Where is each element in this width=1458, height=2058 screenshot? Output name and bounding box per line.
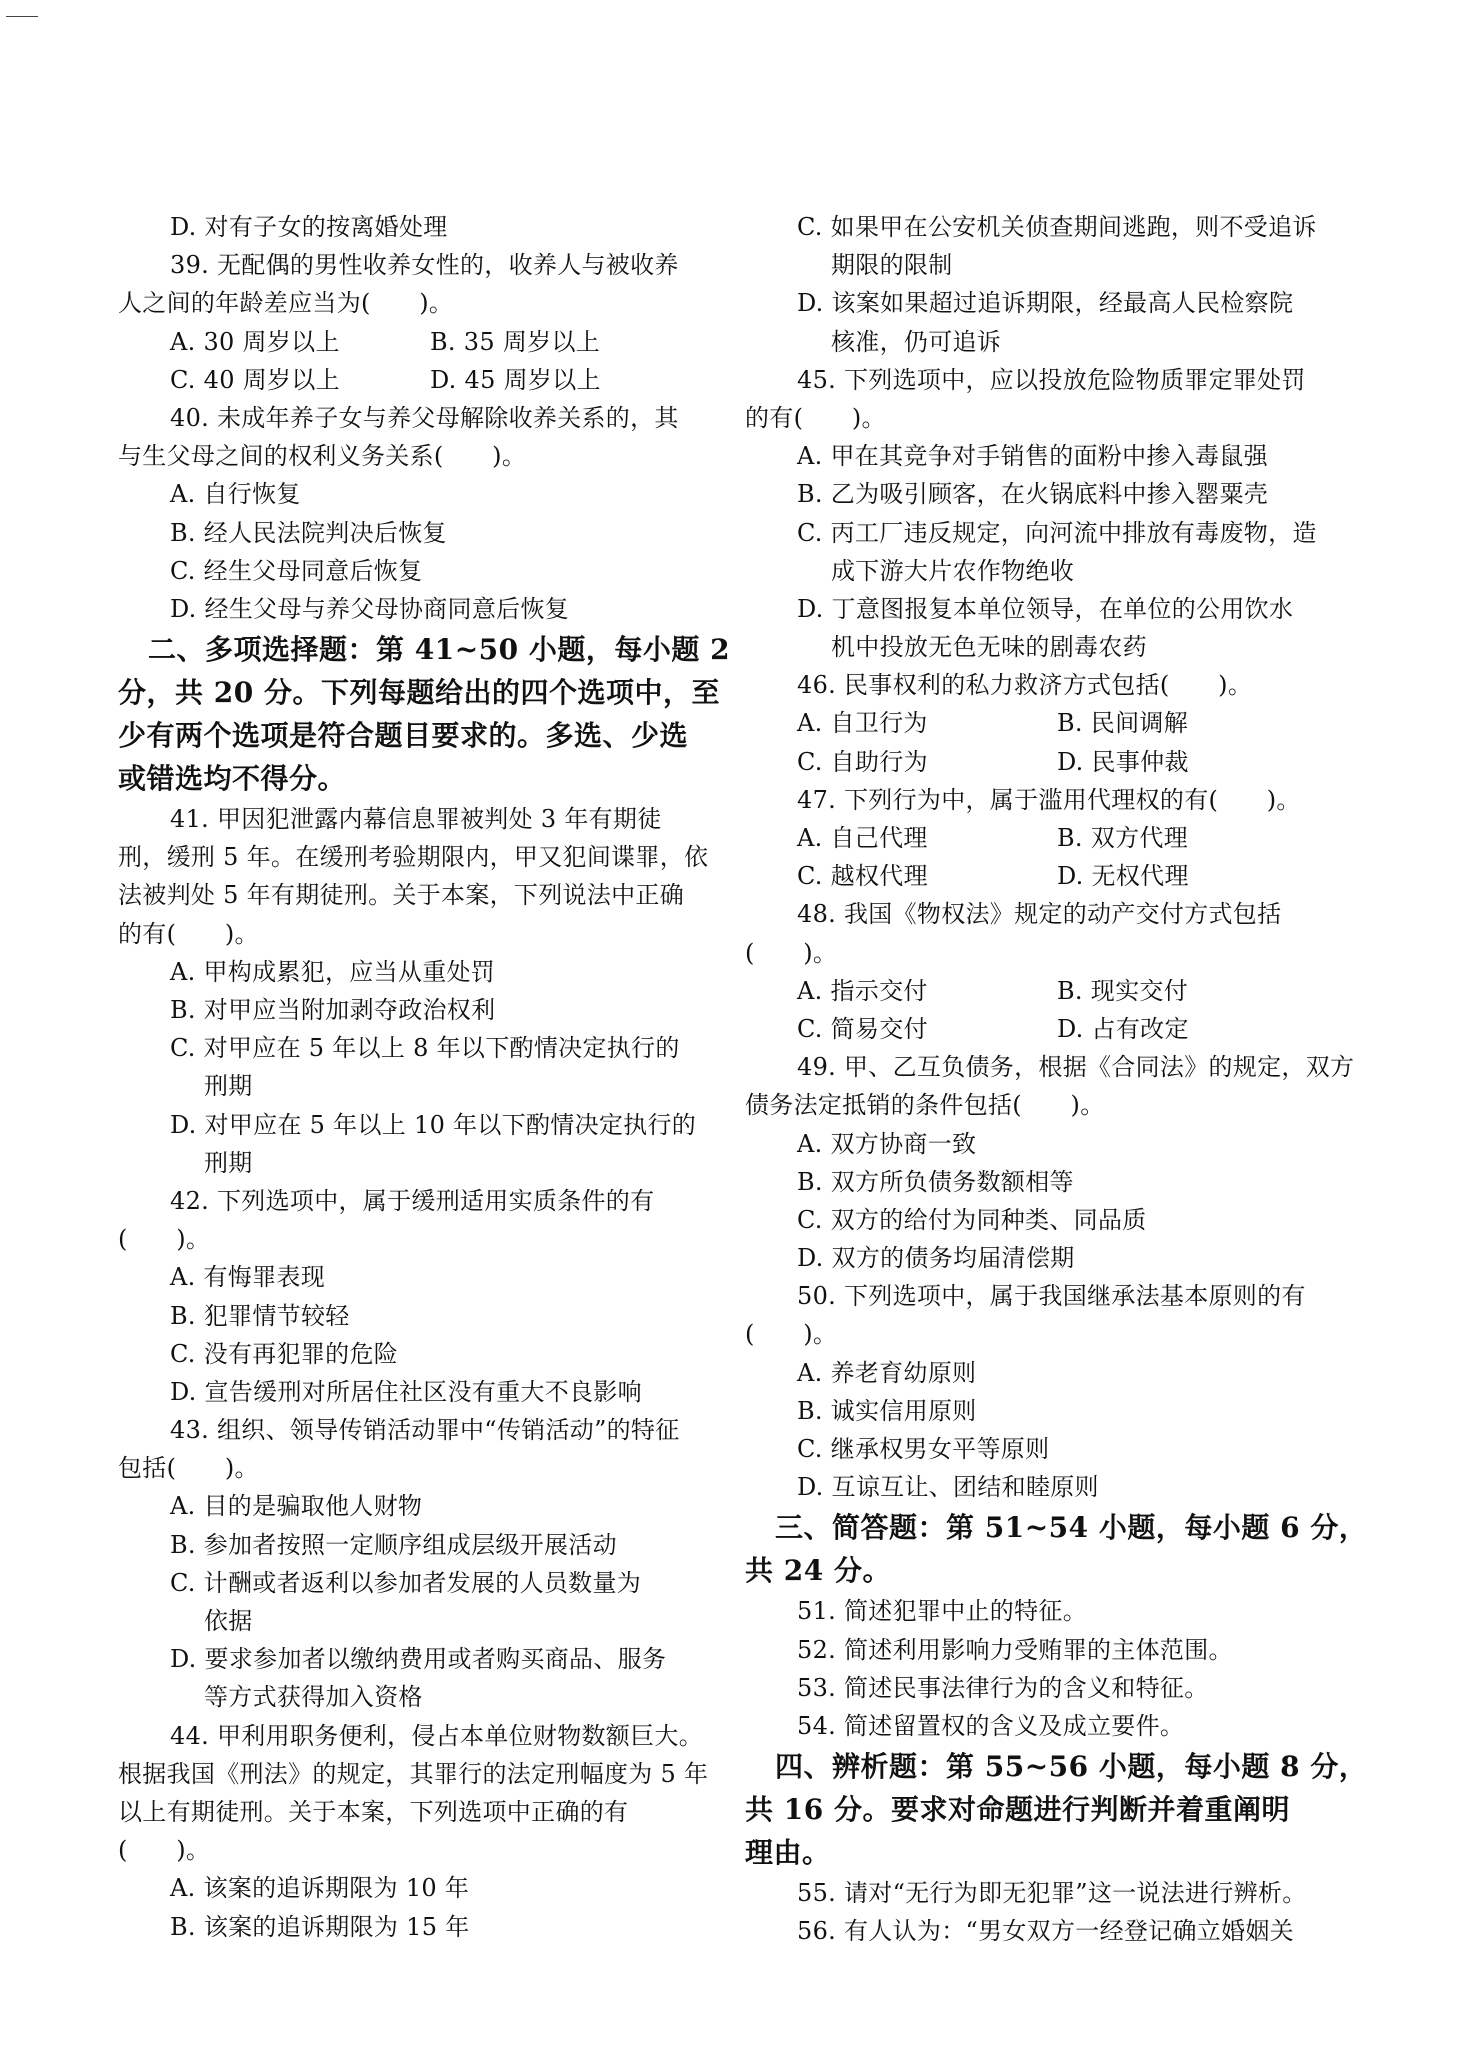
text-line: A. 自行恢复 xyxy=(170,480,301,509)
text-line: B. 参加者按照一定顺序组成层级开展活动 xyxy=(170,1530,617,1559)
text-line: A. 养老育幼原则 xyxy=(797,1358,977,1387)
text-line: C. 丙工厂违反规定，向河流中排放有毒废物，造 xyxy=(797,518,1317,547)
section-heading: 共 16 分。要求对命题进行判断并着重阐明 xyxy=(745,1793,1290,1827)
text-line: 43. 组织、领导传销活动罪中“传销活动”的特征 xyxy=(170,1416,680,1445)
text-line: ( )。 xyxy=(118,1225,211,1254)
text-line: 成下游大片农作物绝收 xyxy=(831,556,1074,585)
text-line: 的有( )。 xyxy=(745,403,886,432)
text-line: 49. 甲、乙互负债务，根据《合同法》的规定，双方 xyxy=(797,1053,1355,1082)
text-line: A. 有悔罪表现 xyxy=(170,1263,325,1292)
option-pair xyxy=(745,972,1345,1010)
text-line: C. 继承权男女平等原则 xyxy=(797,1435,1050,1463)
text-line: 42. 下列选项中，属于缓刑适用实质条件的有 xyxy=(170,1186,655,1215)
right-column xyxy=(745,208,1368,1951)
option-pair xyxy=(745,743,1345,781)
option-text: D. 45 周岁以上 xyxy=(430,365,601,394)
section-heading: 三、简答题：第 51~54 小题，每小题 6 分， xyxy=(775,1511,1368,1545)
option-pair xyxy=(118,361,718,399)
text-line: A. 目的是骗取他人财物 xyxy=(170,1492,423,1521)
option-text: C. 自助行为 xyxy=(797,747,928,776)
text-line: 刑，缓刑 5 年。在缓刑考验期限内，甲又犯间谍罪，依 xyxy=(118,843,709,872)
text-line: B. 双方所负债务数额相等 xyxy=(797,1167,1074,1196)
option-text: B. 35 周岁以上 xyxy=(430,327,601,356)
text-line: 48. 我国《物权法》规定的动产交付方式包括 xyxy=(797,900,1282,929)
text-line: 44. 甲利用职务便利，侵占本单位财物数额巨大。 xyxy=(170,1721,703,1750)
option-pair xyxy=(745,857,1345,895)
text-line: 与生父母之间的权利义务关系( )。 xyxy=(118,442,527,471)
text-line: 等方式获得加入资格 xyxy=(204,1683,423,1712)
text-line: D. 对甲应在 5 年以上 10 年以下酌情决定执行的 xyxy=(170,1110,697,1139)
text-line: D. 双方的债务均届清偿期 xyxy=(797,1244,1075,1273)
option-text: A. 自己代理 xyxy=(797,824,928,852)
text-line: D. 丁意图报复本单位领导，在单位的公用饮水 xyxy=(797,594,1294,623)
left-column xyxy=(118,208,731,1946)
text-line: A. 双方协商一致 xyxy=(797,1129,977,1158)
option-text: D. 民事仲裁 xyxy=(1057,747,1189,776)
text-line: 人之间的年龄差应当为( )。 xyxy=(118,289,454,318)
option-text: B. 民间调解 xyxy=(1057,709,1188,738)
option-text: A. 指示交付 xyxy=(797,976,928,1005)
text-line: B. 诚实信用原则 xyxy=(797,1396,977,1425)
text-line: D. 经生父母与养父母协商同意后恢复 xyxy=(170,594,570,623)
option-pair xyxy=(745,704,1345,742)
text-line: 50. 下列选项中，属于我国继承法基本原则的有 xyxy=(797,1282,1306,1311)
text-line: B. 犯罪情节较轻 xyxy=(170,1301,350,1330)
text-line: 39. 无配偶的男性收养女性的，收养人与被收养 xyxy=(170,251,679,280)
section-heading: 或错选均不得分。 xyxy=(118,762,347,796)
section-heading: 四、辨析题：第 55~56 小题，每小题 8 分， xyxy=(775,1750,1368,1784)
text-line: B. 该案的追诉期限为 15 年 xyxy=(170,1912,470,1941)
text-line: 债务法定抵销的条件包括( )。 xyxy=(745,1091,1105,1120)
text-line: C. 对甲应在 5 年以上 8 年以下酌情决定执行的 xyxy=(170,1034,680,1063)
text-line: A. 甲构成累犯，应当从重处罚 xyxy=(170,957,496,986)
section-heading: 共 24 分。 xyxy=(745,1554,891,1588)
text-line: 46. 民事权利的私力救济方式包括( )。 xyxy=(797,671,1253,700)
text-line: 40. 未成年养子女与养父母解除收养关系的，其 xyxy=(170,403,679,432)
text-line: C. 计酬或者返利以参加者发展的人员数量为 xyxy=(170,1568,642,1597)
option-text: B. 现实交付 xyxy=(1057,976,1188,1005)
text-line: 41. 甲因犯泄露内幕信息罪被判处 3 年有期徒 xyxy=(170,805,662,834)
text-line: 核准，仍可追诉 xyxy=(831,327,1002,356)
option-text: A. 自卫行为 xyxy=(797,709,928,738)
section-heading: 少有两个选项是符合题目要求的。多选、少选 xyxy=(118,719,689,753)
text-line: 根据我国《刑法》的规定，其罪行的法定刑幅度为 5 年 xyxy=(118,1759,709,1788)
text-line: 机中投放无色无味的剧毒农药 xyxy=(831,633,1147,662)
section-heading: 二、多项选择题：第 41~50 小题，每小题 2 xyxy=(148,633,731,667)
text-line: 包括( )。 xyxy=(118,1454,259,1483)
text-line: 55. 请对“无行为即无犯罪”这一说法进行辨析。 xyxy=(797,1879,1307,1908)
text-line: D. 该案如果超过追诉期限，经最高人民检察院 xyxy=(797,289,1294,318)
text-line: ( )。 xyxy=(745,938,838,967)
text-line: 以上有期徒刑。关于本案，下列选项中正确的有 xyxy=(118,1797,629,1826)
option-text: D. 无权代理 xyxy=(1057,862,1189,891)
text-line: 47. 下列行为中，属于滥用代理权的有( )。 xyxy=(797,785,1301,814)
option-text: C. 简易交付 xyxy=(797,1014,928,1043)
text-line: ( )。 xyxy=(118,1836,211,1865)
text-line: 54. 简述留置权的含义及成立要件。 xyxy=(797,1711,1185,1740)
text-line: A. 该案的追诉期限为 10 年 xyxy=(170,1874,470,1903)
text-line: B. 乙为吸引顾客，在火锅底料中掺入罂粟壳 xyxy=(797,480,1269,509)
text-line: 刑期 xyxy=(204,1148,253,1177)
option-text: D. 占有改定 xyxy=(1057,1014,1189,1043)
text-line: C. 如果甲在公安机关侦查期间逃跑，则不受追诉 xyxy=(797,213,1317,241)
option-text: A. 30 周岁以上 xyxy=(170,327,340,356)
option-text: C. 越权代理 xyxy=(797,862,928,891)
text-line: 刑期 xyxy=(204,1072,253,1101)
text-line: 期限的限制 xyxy=(831,251,953,280)
option-pair xyxy=(118,323,718,361)
scan-mark xyxy=(6,16,38,17)
text-line: D. 互谅互让、团结和睦原则 xyxy=(797,1473,1099,1502)
text-line: A. 甲在其竞争对手销售的面粉中掺入毒鼠强 xyxy=(797,442,1268,471)
text-line: 法被判处 5 年有期徒刑。关于本案，下列说法中正确 xyxy=(118,881,685,910)
option-text: C. 40 周岁以上 xyxy=(170,365,340,394)
text-line: C. 没有再犯罪的危险 xyxy=(170,1339,399,1368)
text-line: 依据 xyxy=(204,1607,253,1635)
text-line: D. 要求参加者以缴纳费用或者购买商品、服务 xyxy=(170,1645,667,1674)
text-line: D. 对有子女的按离婚处理 xyxy=(170,213,448,241)
option-text: B. 双方代理 xyxy=(1057,824,1188,852)
text-line: C. 双方的给付为同种类、同品质 xyxy=(797,1205,1147,1234)
option-pair xyxy=(745,1010,1345,1048)
text-line: 51. 简述犯罪中止的特征。 xyxy=(797,1597,1087,1626)
option-pair xyxy=(745,819,1345,857)
text-line: 53. 简述民事法律行为的含义和特征。 xyxy=(797,1673,1209,1702)
text-line: D. 宣告缓刑对所居住社区没有重大不良影响 xyxy=(170,1377,642,1406)
text-line: C. 经生父母同意后恢复 xyxy=(170,556,423,585)
text-line: 的有( )。 xyxy=(118,919,259,948)
text-line: B. 经人民法院判决后恢复 xyxy=(170,518,447,547)
text-line: 45. 下列选项中，应以投放危险物质罪定罪处罚 xyxy=(797,365,1306,394)
text-line: B. 对甲应当附加剥夺政治权利 xyxy=(170,996,496,1024)
text-line: ( )。 xyxy=(745,1320,838,1349)
section-heading: 分，共 20 分。下列每题给出的四个选项中，至 xyxy=(118,676,720,710)
section-heading: 理由。 xyxy=(745,1836,831,1870)
text-line: 52. 简述利用影响力受贿罪的主体范围。 xyxy=(797,1635,1233,1664)
text-line: 56. 有人认为：“男女双方一经登记确立婚姻关 xyxy=(797,1917,1294,1946)
